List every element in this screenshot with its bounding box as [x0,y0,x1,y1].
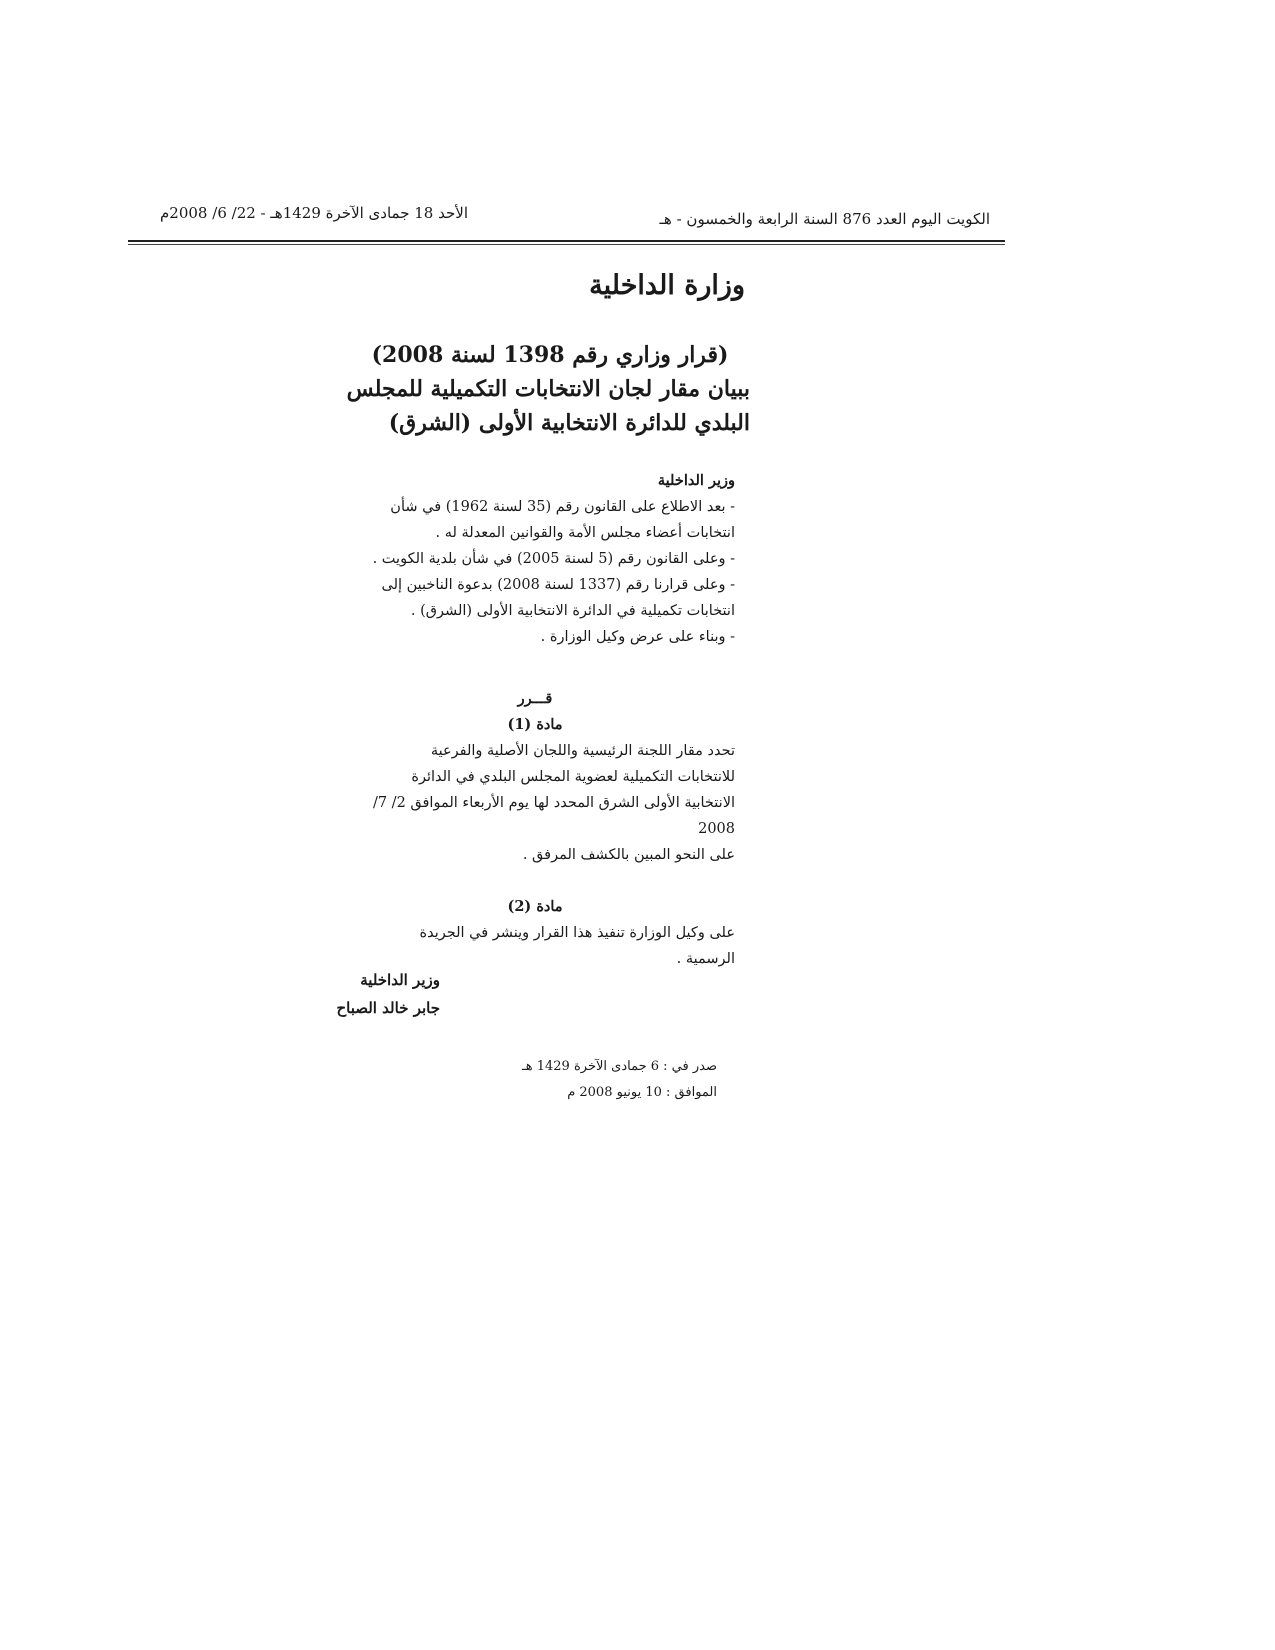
preamble-line: - بعد الاطلاع على القانون رقم (35 لسنة 1962) في شأن [390,499,735,515]
issued-gregorian: الموافق : 10 يونيو 2008 م [567,1085,717,1100]
signature-title: وزير الداخلية [360,971,440,989]
gazette-date: الأحد 18 جمادى الآخرة 1429هـ - 22/ 6/ 2008م [160,204,468,222]
article-2-line: على وكيل الوزارة تنفيذ هذا القرار وينشر في الجريدة [419,925,735,941]
article-1-line: للانتخابات التكميلية لعضوية المجلس البلدي في الدائرة [411,769,735,785]
article-2-heading: مادة (2) [507,898,563,915]
decree-number: (قرار وزاري رقم 1398 لسنة 2008) [371,342,729,368]
decree-subject-line-2: البلدي للدائرة الانتخابية الأولى (الشرق) [388,410,750,436]
article-1-heading: مادة (1) [507,716,563,733]
header-divider [128,240,1005,242]
signature-block [280,966,440,1022]
header-divider-thin [128,244,1005,245]
signature-name: جابر خالد الصباح [336,999,440,1017]
decision-section [335,686,735,972]
article-1-line: الانتخابية الأولى الشرق المحدد لها يوم الأربعاء الموافق 2/ 7/ 2008 [372,795,735,837]
article-1-line: تحدد مقار اللجنة الرئيسية واللجان الأصلية والفرعية [430,743,735,759]
gazette-issue-info: الكويت اليوم العدد 876 السنة الرابعة والخمسون - هـ [659,210,990,228]
preamble-line: - وعلى قرارنا رقم (1337 لسنة 2008) بدعوة الناخبين إلى [381,577,735,593]
article-2-line: الرسمية . [676,951,735,967]
preamble-line: انتخابات تكميلية في الدائرة الانتخابية الأولى (الشرق) . [410,603,735,619]
ministry-heading: وزارة الداخلية [589,270,745,301]
preamble-line: - وبناء على عرض وكيل الوزارة . [540,629,735,645]
issue-date-block [497,1054,717,1106]
preamble [335,468,735,650]
issued-hijri: صدر في : 6 جمادى الآخرة 1429 هـ [521,1059,717,1074]
article-1-line: على النحو المبين بالكشف المرفق . [522,847,735,863]
preamble-minister: وزير الداخلية [657,472,735,489]
decided-heading: قـــرر [517,690,553,707]
decree-subject-line-1: ببيان مقار لجان الانتخابات التكميلية للمجلس [346,376,750,402]
decree-title [346,338,750,440]
preamble-line: - وعلى القانون رقم (5 لسنة 2005) في شأن بلدية الكويت . [372,551,735,567]
preamble-line: انتخابات أعضاء مجلس الأمة والقوانين المعدلة له . [435,525,735,541]
